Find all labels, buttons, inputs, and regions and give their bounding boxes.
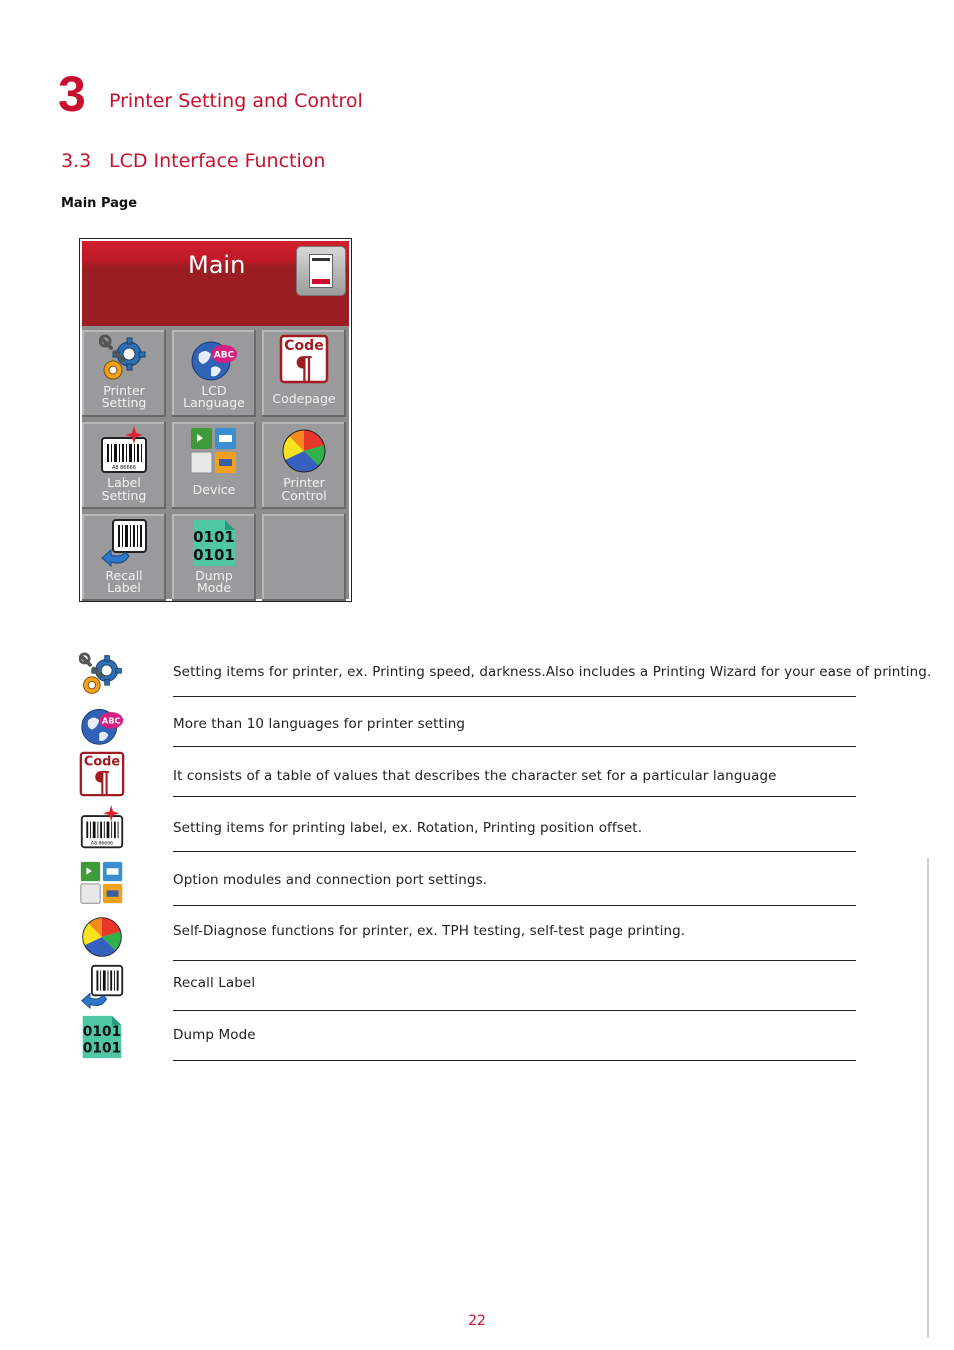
pie-diagnose-icon [79, 914, 125, 960]
section-number: 3.3 [61, 150, 92, 172]
tile-label: LCD [201, 383, 227, 398]
divider [173, 696, 856, 697]
divider [173, 905, 856, 906]
divider [173, 1010, 856, 1011]
tile-label: Control [281, 488, 327, 503]
dump-mode-icon [189, 518, 239, 568]
device-modules-icon [189, 426, 239, 476]
tile-label: Setting [101, 488, 147, 503]
tile-label-setting[interactable] [82, 422, 166, 509]
pie-diagnose-icon [279, 426, 329, 476]
gears-icon [99, 334, 149, 384]
tile-codepage[interactable] [262, 330, 346, 417]
section-title: LCD Interface Function [109, 150, 326, 172]
chapter-title: Printer Setting and Control [109, 90, 363, 112]
lcd-title: Main [188, 251, 246, 279]
tile-label: Language [183, 395, 245, 410]
description-text: Setting items for printing label, ex. Rotation, Printing position offset. [173, 820, 643, 836]
tile-label: Setting [101, 395, 147, 410]
tile-label: Mode [196, 580, 232, 595]
codepage-icon [79, 751, 125, 797]
globe-language-icon [79, 702, 125, 748]
divider [173, 851, 856, 852]
lcd-header [82, 241, 349, 326]
chapter-number: 3 [58, 66, 86, 122]
globe-language-icon [189, 334, 239, 384]
lcd-main-screen [79, 238, 352, 602]
codepage-icon [279, 334, 329, 384]
page-edge-line [927, 858, 929, 1338]
divider [173, 796, 856, 797]
subheading: Main Page [61, 196, 138, 211]
recall-label-icon [79, 964, 125, 1010]
description-text: Self-Diagnose functions for printer, ex. TPH testing, self-test page printing. [173, 923, 686, 939]
divider [173, 746, 856, 747]
home-icon[interactable] [296, 246, 346, 296]
tile-printer-control[interactable] [262, 422, 346, 509]
tile-recall-label[interactable] [82, 514, 166, 601]
description-text: Recall Label [173, 975, 256, 991]
tile-device[interactable] [172, 422, 256, 509]
tile-label: Label [107, 475, 141, 490]
tile-lcd-language[interactable] [172, 330, 256, 417]
tile-label: Printer [103, 383, 145, 398]
description-text: More than 10 languages for printer setting [173, 716, 466, 732]
divider [173, 1060, 856, 1061]
tile-label: Label [107, 580, 141, 595]
gears-icon [79, 652, 125, 698]
tile-printer-setting[interactable] [82, 330, 166, 417]
description-text: It consists of a table of values that describes the character set for a particular language [173, 768, 777, 784]
description-text: Setting items for printer, ex. Printing speed, darkness.Also includes a Printing Wizard for your ease of printing. [173, 664, 932, 680]
tile-label: Printer [283, 475, 325, 490]
dump-mode-icon [79, 1014, 125, 1060]
device-modules-icon [79, 860, 125, 906]
tile-empty [262, 514, 346, 601]
label-barcode-icon [99, 426, 149, 476]
tile-dump-mode[interactable] [172, 514, 256, 601]
label-barcode-icon [79, 805, 125, 851]
description-text: Option modules and connection port settings. [173, 872, 488, 888]
divider [173, 960, 856, 961]
tile-label: Dump [195, 568, 233, 583]
tile-label: Codepage [272, 391, 336, 406]
tile-label: Device [192, 482, 236, 497]
recall-label-icon [99, 518, 149, 568]
tile-label: Recall [105, 568, 143, 583]
page-number: 22 [468, 1313, 486, 1329]
description-text: Dump Mode [173, 1027, 256, 1043]
